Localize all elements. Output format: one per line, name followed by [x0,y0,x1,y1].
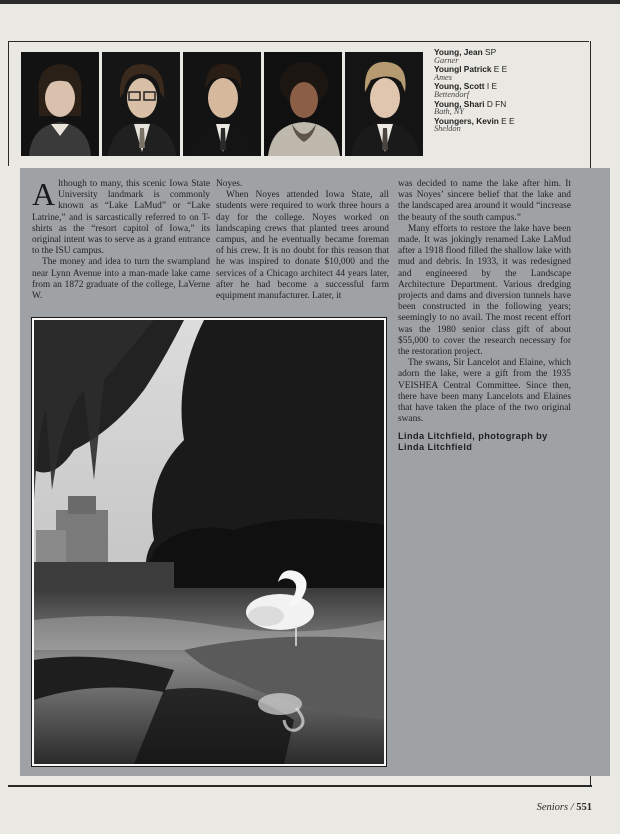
page-top-edge [0,0,620,4]
portrait-name-list [434,48,584,134]
name-entry: Young, Scott I E Bettendorf [434,81,498,99]
drop-cap: A [32,176,56,212]
page-number: 551 [576,802,592,813]
article-paragraph: Noyes. [216,179,243,189]
name-entry: Young, Shari D FN Bath, NY [434,98,507,117]
article-paragraph: was decided to name the lake after him. It was Noyes’ sincere belief that the lake and the landscaped area around it would “increase the beauty of the south campus.” [398,179,571,223]
section-name: Seniors / [536,802,574,813]
article-column-2 [216,179,389,302]
article-paragraph: Although to many, this scenic Iowa State University landmark is commonly known as “Lake LaMud” or “Lake Latrine,” and is sarcastically referred to on T-shirts as the “resort capitol of Iowa,” its original intent was to serve as a grand entrance to the ISU campus. [32,176,210,257]
photo-credit: Linda Litchfield, photograph by Linda Litchfield [398,431,548,453]
portrait-photo [264,52,342,156]
portrait-photo [345,52,423,156]
article-paragraph: When Noyes attended Iowa State, all students were required to work three hours a day for the college. Noyes worked on landscaping crews that planted trees around campus, and he eventually became foreman of his crew. It is no doubt for this reason that he was inspired to donate $10,000 and the services of a Chicago architect 44 years later, after he had become a successful farm equipment manufacturer. Later, it [216,190,389,302]
name-entry: Young, Jean SP Garner [434,47,497,65]
lake-swan-photograph [31,317,387,767]
article-paragraph: Many efforts to restore the lake have been made. It was jokingly renamed Lake LaMud after a 1918 flood filled the shallow lake with mud and debris. In 1933, it was redesigned and engineered by the Landscape Architecture Department. Various dredging projects and dams and diversion tunnels have been constructed in the following years; seemingly to no avail. The most recent effort was the 1980 senior class gift of about $55,000 to cover the research necessary for the restoration project. [398,223,571,358]
portrait-photo [102,52,180,156]
footer-rule [8,785,592,787]
portrait-photo [21,52,99,156]
name-entry: Youngers, Kevin E E Sheldon [434,115,515,134]
article-column-1 [32,176,210,302]
article-paragraph: The swans, Sir Lancelot and Elaine, which adorn the lake, were a gift from the 1935 VEISHEA Central Committee. Since then, there have been many Lancelots and Elaines that have taken the place of the two original swans. [398,358,571,425]
name-entry: Youngl Patrick E E Ames [434,64,508,82]
page-folio [537,802,592,813]
portrait-photo [183,52,261,156]
article-paragraph: The money and idea to turn the swampland near Lynn Avenue into a man-made lake came from an 1872 graduate of the college, LaVerne W. [32,257,210,302]
article-column-3 [398,179,571,453]
